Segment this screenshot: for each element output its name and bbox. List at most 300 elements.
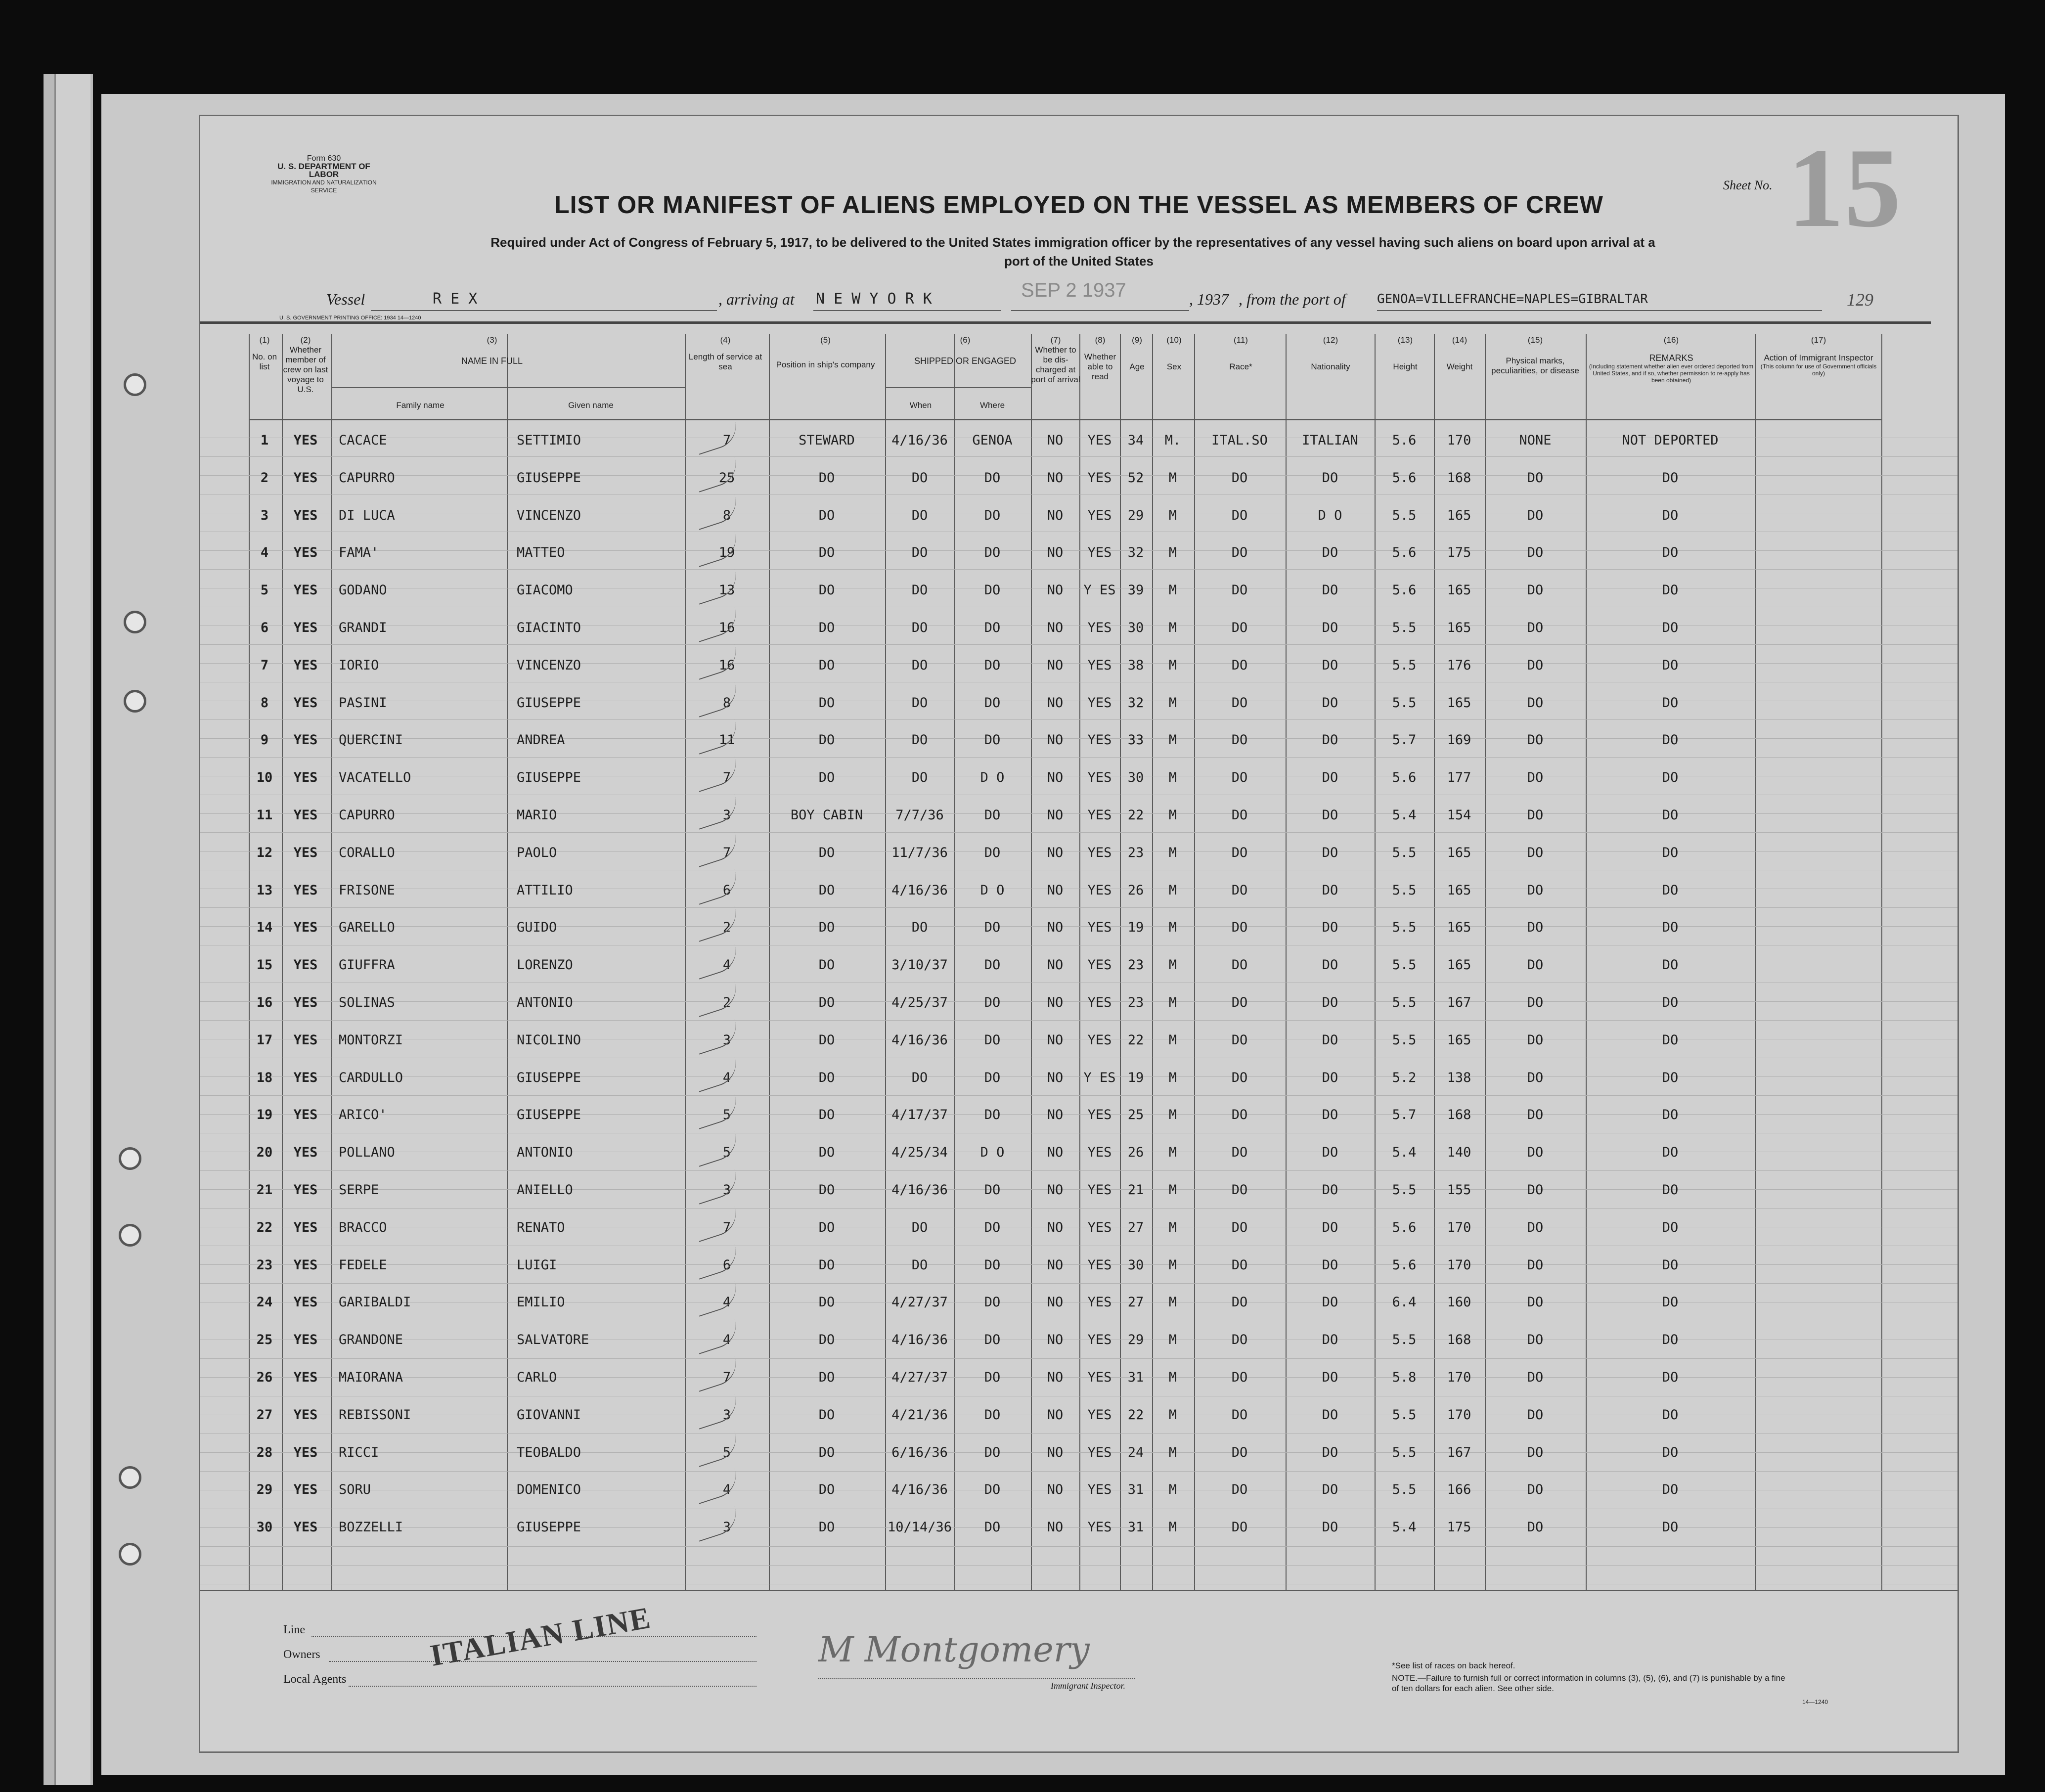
remarks-cell: DO xyxy=(1662,582,1679,598)
punch-hole xyxy=(119,1147,141,1170)
age-cell: 32 xyxy=(1127,695,1144,711)
weight-cell: 140 xyxy=(1447,1145,1471,1161)
shipped-where-cell: D O xyxy=(980,882,1005,898)
family-name-cell: QUERCINI xyxy=(339,732,403,748)
shipped-when-cell: 10/14/36 xyxy=(887,1520,952,1535)
position-cell: DO xyxy=(818,507,835,523)
col-11-header: (11) Race* xyxy=(1229,335,1252,371)
header-rule xyxy=(200,321,1931,324)
discharged-cell: NO xyxy=(1047,545,1064,561)
previous-voyage-cell: YES xyxy=(293,507,318,523)
shipped-where-cell: D O xyxy=(980,770,1005,786)
row-number-cell: 19 xyxy=(256,1107,273,1123)
weight-cell: 170 xyxy=(1447,1257,1471,1273)
shipped-where-cell: DO xyxy=(984,1219,1001,1235)
row-number-cell: 28 xyxy=(256,1444,273,1460)
discharged-cell: NO xyxy=(1047,1370,1064,1385)
height-cell: 5.6 xyxy=(1392,1219,1417,1235)
service-length-cell: 3 xyxy=(722,1182,731,1198)
shipped-where-cell: DO xyxy=(984,995,1001,1010)
weight-cell: 177 xyxy=(1447,770,1471,786)
previous-voyage-cell: YES xyxy=(293,1182,318,1198)
position-cell: DO xyxy=(818,1444,835,1460)
nationality-cell: DO xyxy=(1322,957,1338,973)
weight-cell: 165 xyxy=(1447,582,1471,598)
row-number-cell: 18 xyxy=(256,1070,273,1085)
age-cell: 33 xyxy=(1127,732,1144,748)
race-cell: DO xyxy=(1231,1145,1248,1161)
height-cell: 6.4 xyxy=(1392,1295,1417,1310)
sex-cell: M xyxy=(1168,545,1177,561)
family-name-cell: CARDULLO xyxy=(339,1070,403,1085)
signature-line xyxy=(818,1678,1135,1679)
col-10-header: (10) Sex xyxy=(1166,335,1182,371)
able-to-read-cell: YES xyxy=(1087,1107,1112,1123)
date-underline xyxy=(1011,310,1189,311)
remarks-cell: DO xyxy=(1662,1257,1679,1273)
physical-marks-cell: DO xyxy=(1527,770,1544,786)
family-name-cell: RICCI xyxy=(339,1444,379,1460)
height-cell: 5.4 xyxy=(1392,1520,1417,1535)
age-cell: 39 xyxy=(1127,582,1144,598)
previous-voyage-cell: YES xyxy=(293,1145,318,1161)
height-cell: 5.5 xyxy=(1392,957,1417,973)
sex-cell: M xyxy=(1168,1407,1177,1423)
race-cell: DO xyxy=(1231,882,1248,898)
form-code: 14—1240 xyxy=(1802,1699,1828,1705)
discharged-cell: NO xyxy=(1047,845,1064,860)
shipped-where-cell: DO xyxy=(984,732,1001,748)
line-label: Line xyxy=(283,1623,305,1636)
shipped-when-cell: DO xyxy=(911,470,928,486)
row-number-cell: 1 xyxy=(260,433,269,448)
age-cell: 21 xyxy=(1127,1182,1144,1198)
shipped-when-cell: 4/27/37 xyxy=(891,1295,948,1310)
shipped-where-cell: DO xyxy=(984,1032,1001,1048)
height-cell: 5.7 xyxy=(1392,1107,1417,1123)
remarks-cell: DO xyxy=(1662,1107,1679,1123)
ruled-line xyxy=(200,719,1957,720)
discharged-cell: NO xyxy=(1047,1219,1064,1235)
age-cell: 27 xyxy=(1127,1295,1144,1310)
position-cell: DO xyxy=(818,620,835,635)
punch-hole xyxy=(119,1466,141,1489)
remarks-cell: DO xyxy=(1662,1482,1679,1498)
arriving-label: , arriving at xyxy=(718,290,795,308)
sex-cell: M xyxy=(1168,845,1177,860)
able-to-read-cell: YES xyxy=(1087,807,1112,823)
age-cell: 31 xyxy=(1127,1520,1144,1535)
nationality-cell: DO xyxy=(1322,770,1338,786)
discharged-cell: NO xyxy=(1047,732,1064,748)
shipped-when-cell: DO xyxy=(911,582,928,598)
remarks-cell: DO xyxy=(1662,470,1679,486)
shipped-where-cell: DO xyxy=(984,1107,1001,1123)
family-name-cell: ARICO' xyxy=(339,1107,387,1123)
able-to-read-cell: YES xyxy=(1087,845,1112,860)
service-length-cell: 25 xyxy=(718,470,735,486)
family-name-cell: CAPURRO xyxy=(339,807,395,823)
shipped-when-cell: DO xyxy=(911,657,928,673)
discharged-cell: NO xyxy=(1047,995,1064,1010)
position-cell: DO xyxy=(818,1032,835,1048)
previous-voyage-cell: YES xyxy=(293,770,318,786)
shipped-where-cell: GENOA xyxy=(972,433,1013,448)
able-to-read-cell: YES xyxy=(1087,695,1112,711)
race-cell: DO xyxy=(1231,957,1248,973)
from-port-label: , from the port of xyxy=(1239,290,1346,308)
previous-voyage-cell: YES xyxy=(293,545,318,561)
race-cell: DO xyxy=(1231,845,1248,860)
discharged-cell: NO xyxy=(1047,1257,1064,1273)
sex-cell: M xyxy=(1168,920,1177,936)
discharged-cell: NO xyxy=(1047,770,1064,786)
physical-marks-cell: DO xyxy=(1527,620,1544,635)
nationality-cell: DO xyxy=(1322,1257,1338,1273)
race-cell: DO xyxy=(1231,920,1248,936)
service-length-cell: 3 xyxy=(722,807,731,823)
able-to-read-cell: YES xyxy=(1087,433,1112,448)
discharged-cell: NO xyxy=(1047,1295,1064,1310)
given-name-cell: ANDREA xyxy=(517,732,565,748)
position-cell: DO xyxy=(818,545,835,561)
row-number-cell: 23 xyxy=(256,1257,273,1273)
punch-hole xyxy=(124,611,146,633)
age-cell: 29 xyxy=(1127,507,1144,523)
race-cell: DO xyxy=(1231,507,1248,523)
family-name-cell: BOZZELLI xyxy=(339,1520,403,1535)
weight-cell: 168 xyxy=(1447,1107,1471,1123)
able-to-read-cell: YES xyxy=(1087,1182,1112,1198)
discharged-cell: NO xyxy=(1047,1182,1064,1198)
given-name-cell: RENATO xyxy=(517,1219,565,1235)
able-to-read-cell: YES xyxy=(1087,507,1112,523)
position-cell: DO xyxy=(818,845,835,860)
ruled-line xyxy=(200,644,1957,645)
service-length-cell: 6 xyxy=(722,882,731,898)
family-name-cell: GARELLO xyxy=(339,920,395,936)
shipped-where-cell: DO xyxy=(984,1257,1001,1273)
discharged-cell: NO xyxy=(1047,957,1064,973)
physical-marks-cell: DO xyxy=(1527,1145,1544,1161)
previous-voyage-cell: YES xyxy=(293,1407,318,1423)
col-4-header: (4) Length of service at sea xyxy=(688,335,762,371)
height-cell: 5.5 xyxy=(1392,1444,1417,1460)
shipped-when-cell: 7/7/36 xyxy=(895,807,944,823)
service-length-cell: 4 xyxy=(722,1332,731,1348)
row-number-cell: 16 xyxy=(256,995,273,1010)
position-cell: DO xyxy=(818,1520,835,1535)
weight-cell: 155 xyxy=(1447,1182,1471,1198)
physical-marks-cell: DO xyxy=(1527,1070,1544,1085)
shipped-when-header: When xyxy=(909,401,932,410)
age-cell: 38 xyxy=(1127,657,1144,673)
able-to-read-cell: YES xyxy=(1087,1444,1112,1460)
race-cell: DO xyxy=(1231,1332,1248,1348)
family-name-cell: GODANO xyxy=(339,582,387,598)
row-number-cell: 13 xyxy=(256,882,273,898)
previous-voyage-cell: YES xyxy=(293,807,318,823)
given-name-cell: GIUSEPPE xyxy=(517,770,581,786)
row-number-cell: 21 xyxy=(256,1182,273,1198)
shipped-when-cell: DO xyxy=(911,1219,928,1235)
given-name-cell: CARLO xyxy=(517,1370,557,1385)
height-cell: 5.6 xyxy=(1392,582,1417,598)
given-name-cell: LUIGI xyxy=(517,1257,557,1273)
physical-marks-cell: DO xyxy=(1527,470,1544,486)
col-5-header: (5) Position in ship's company xyxy=(776,335,875,369)
race-note: *See list of races on back hereof. xyxy=(1392,1661,1515,1670)
given-name-cell: GIUSEPPE xyxy=(517,470,581,486)
physical-marks-cell: NONE xyxy=(1519,433,1552,448)
manifest-form xyxy=(199,115,1959,1753)
height-cell: 5.5 xyxy=(1392,845,1417,860)
shipped-where-cell: DO xyxy=(984,695,1001,711)
family-name-cell: PASINI xyxy=(339,695,387,711)
weight-cell: 170 xyxy=(1447,1370,1471,1385)
given-name-cell: ANTONIO xyxy=(517,1145,573,1161)
column-rule xyxy=(1755,334,1756,1590)
service-name: IMMIGRATION AND NATURALIZATION SERVICE xyxy=(271,179,377,194)
discharged-cell: NO xyxy=(1047,1107,1064,1123)
nationality-cell: DO xyxy=(1322,1032,1338,1048)
weight-cell: 165 xyxy=(1447,620,1471,635)
physical-marks-cell: DO xyxy=(1527,657,1544,673)
family-name-cell: CAPURRO xyxy=(339,470,395,486)
weight-cell: 170 xyxy=(1447,433,1471,448)
shipped-when-cell: 4/27/37 xyxy=(891,1370,948,1385)
age-cell: 24 xyxy=(1127,1444,1144,1460)
discharged-cell: NO xyxy=(1047,695,1064,711)
local-agents-label: Local Agents xyxy=(283,1673,347,1686)
ruled-line xyxy=(200,1020,1957,1021)
age-cell: 32 xyxy=(1127,545,1144,561)
col-3-header: (3) NAME IN FULL xyxy=(461,335,523,366)
col-14-header: (14) Weight xyxy=(1446,335,1473,371)
family-name-cell: GIUFFRA xyxy=(339,957,395,973)
family-name-cell: MONTORZI xyxy=(339,1032,403,1048)
nationality-cell: DO xyxy=(1322,582,1338,598)
physical-marks-cell: DO xyxy=(1527,995,1544,1010)
col-7-header: (7) Whether to be dis-charged at port of arrival xyxy=(1031,335,1080,384)
race-cell: DO xyxy=(1231,995,1248,1010)
family-name-cell: POLLANO xyxy=(339,1145,395,1161)
header-bottom-rule xyxy=(249,419,1881,420)
remarks-cell: DO xyxy=(1662,657,1679,673)
height-cell: 5.7 xyxy=(1392,732,1417,748)
row-number-cell: 11 xyxy=(256,807,273,823)
discharged-cell: NO xyxy=(1047,620,1064,635)
sex-cell: M xyxy=(1168,957,1177,973)
service-length-cell: 5 xyxy=(722,1444,731,1460)
previous-voyage-cell: YES xyxy=(293,920,318,936)
punch-hole xyxy=(119,1224,141,1247)
discharged-cell: NO xyxy=(1047,1444,1064,1460)
discharged-cell: NO xyxy=(1047,582,1064,598)
row-number-cell: 20 xyxy=(256,1145,273,1161)
service-length-cell: 7 xyxy=(722,845,731,860)
previous-voyage-cell: YES xyxy=(293,433,318,448)
age-cell: 30 xyxy=(1127,1257,1144,1273)
sex-cell: M xyxy=(1168,882,1177,898)
header-subrule xyxy=(885,387,1031,388)
nationality-cell: DO xyxy=(1322,1070,1338,1085)
ruled-line xyxy=(200,907,1957,908)
given-name-cell: ANIELLO xyxy=(517,1182,573,1198)
ruled-line xyxy=(200,1471,1957,1472)
given-name-cell: MARIO xyxy=(517,807,557,823)
row-number-cell: 15 xyxy=(256,957,273,973)
ruled-line xyxy=(200,1095,1957,1096)
service-length-cell: 16 xyxy=(718,620,735,635)
sex-cell: M xyxy=(1168,695,1177,711)
ruled-line xyxy=(200,1170,1957,1171)
age-cell: 52 xyxy=(1127,470,1144,486)
row-number-cell: 22 xyxy=(256,1219,273,1235)
remarks-cell: DO xyxy=(1662,1219,1679,1235)
row-number-cell: 9 xyxy=(260,732,269,748)
weight-cell: 175 xyxy=(1447,1520,1471,1535)
able-to-read-cell: YES xyxy=(1087,882,1112,898)
col-6-header: (6) SHIPPED OR ENGAGED xyxy=(914,335,1017,366)
weight-cell: 167 xyxy=(1447,995,1471,1010)
owners-label: Owners xyxy=(283,1648,320,1661)
sex-cell: M xyxy=(1168,732,1177,748)
race-cell: DO xyxy=(1231,1107,1248,1123)
shipped-where-cell: DO xyxy=(984,470,1001,486)
header-subrule xyxy=(331,387,685,388)
race-cell: DO xyxy=(1231,1257,1248,1273)
sex-cell: M xyxy=(1168,1257,1177,1273)
physical-marks-cell: DO xyxy=(1527,1332,1544,1348)
nationality-cell: DO xyxy=(1322,1482,1338,1498)
physical-marks-cell: DO xyxy=(1527,1407,1544,1423)
age-cell: 22 xyxy=(1127,1032,1144,1048)
age-cell: 22 xyxy=(1127,1407,1144,1423)
nationality-cell: DO xyxy=(1322,1107,1338,1123)
nationality-cell: DO xyxy=(1322,1182,1338,1198)
height-cell: 5.5 xyxy=(1392,620,1417,635)
weight-cell: 154 xyxy=(1447,807,1471,823)
previous-voyage-cell: YES xyxy=(293,732,318,748)
able-to-read-cell: YES xyxy=(1087,957,1112,973)
age-cell: 31 xyxy=(1127,1370,1144,1385)
nationality-cell: DO xyxy=(1322,695,1338,711)
row-number-cell: 4 xyxy=(260,545,269,561)
given-name-cell: DOMENICO xyxy=(517,1482,581,1498)
race-cell: DO xyxy=(1231,582,1248,598)
given-name-cell: NICOLINO xyxy=(517,1032,581,1048)
service-length-cell: 2 xyxy=(722,995,731,1010)
height-cell: 5.5 xyxy=(1392,695,1417,711)
row-number-cell: 25 xyxy=(256,1332,273,1348)
race-cell: DO xyxy=(1231,1295,1248,1310)
shipped-where-cell: DO xyxy=(984,1407,1001,1423)
height-cell: 5.6 xyxy=(1392,433,1417,448)
col-13-header: (13) Height xyxy=(1393,335,1418,371)
ruled-line xyxy=(200,1546,1957,1547)
given-name-cell: VINCENZO xyxy=(517,657,581,673)
height-cell: 5.2 xyxy=(1392,1070,1417,1085)
service-length-cell: 4 xyxy=(722,1482,731,1498)
position-cell: DO xyxy=(818,470,835,486)
previous-voyage-cell: YES xyxy=(293,1444,318,1460)
shipped-where-cell: DO xyxy=(984,620,1001,635)
race-cell: DO xyxy=(1231,1520,1248,1535)
given-name-cell: PAOLO xyxy=(517,845,557,860)
given-name-cell: GIUSEPPE xyxy=(517,1520,581,1535)
row-number-cell: 8 xyxy=(260,695,269,711)
nationality-cell: DO xyxy=(1322,845,1338,860)
physical-marks-cell: DO xyxy=(1527,1032,1544,1048)
col-2-header: (2) Whether member of crew on last voyage to U.S. xyxy=(283,335,328,394)
sex-cell: M xyxy=(1168,1332,1177,1348)
able-to-read-cell: YES xyxy=(1087,995,1112,1010)
ruled-line xyxy=(200,1208,1957,1209)
physical-marks-cell: DO xyxy=(1527,1257,1544,1273)
ruled-line xyxy=(200,456,1957,457)
service-length-cell: 13 xyxy=(718,582,735,598)
able-to-read-cell: YES xyxy=(1087,732,1112,748)
col-12-header: (12) Nationality xyxy=(1311,335,1350,371)
remarks-cell: DO xyxy=(1662,1295,1679,1310)
position-cell: DO xyxy=(818,695,835,711)
shipped-when-cell: DO xyxy=(911,620,928,635)
shipped-when-cell: 4/16/36 xyxy=(891,1182,948,1198)
footer-rule xyxy=(200,1590,1957,1591)
shipped-when-cell: 4/25/34 xyxy=(891,1145,948,1161)
able-to-read-cell: YES xyxy=(1087,1482,1112,1498)
given-name-cell: SETTIMIO xyxy=(517,433,581,448)
remarks-cell: DO xyxy=(1662,1444,1679,1460)
previous-voyage-cell: YES xyxy=(293,1520,318,1535)
race-cell: DO xyxy=(1231,545,1248,561)
discharged-cell: NO xyxy=(1047,507,1064,523)
weight-cell: 160 xyxy=(1447,1295,1471,1310)
remarks-cell: DO xyxy=(1662,732,1679,748)
remarks-cell: DO xyxy=(1662,1070,1679,1085)
position-cell: DO xyxy=(818,1407,835,1423)
position-cell: DO xyxy=(818,770,835,786)
given-name-cell: SALVATORE xyxy=(517,1332,589,1348)
race-cell: DO xyxy=(1231,732,1248,748)
nationality-cell: DO xyxy=(1322,995,1338,1010)
able-to-read-cell: YES xyxy=(1087,657,1112,673)
shipped-where-cell: DO xyxy=(984,920,1001,936)
given-name-cell: ATTILIO xyxy=(517,882,573,898)
service-length-cell: 3 xyxy=(722,1520,731,1535)
shipped-when-cell: 4/17/37 xyxy=(891,1107,948,1123)
race-cell: DO xyxy=(1231,695,1248,711)
remarks-cell: DO xyxy=(1662,770,1679,786)
physical-marks-cell: DO xyxy=(1527,1295,1544,1310)
race-cell: DO xyxy=(1231,1370,1248,1385)
race-cell: DO xyxy=(1231,1444,1248,1460)
punch-hole xyxy=(119,1543,141,1566)
position-cell: DO xyxy=(818,920,835,936)
sex-cell: M xyxy=(1168,620,1177,635)
service-length-cell: 16 xyxy=(718,657,735,673)
position-cell: DO xyxy=(818,882,835,898)
sex-cell: M xyxy=(1168,1295,1177,1310)
nationality-cell: DO xyxy=(1322,882,1338,898)
shipped-where-cell: DO xyxy=(984,1370,1001,1385)
height-cell: 5.6 xyxy=(1392,470,1417,486)
family-name-cell: FRISONE xyxy=(339,882,395,898)
shipped-when-cell: 4/25/37 xyxy=(891,995,948,1010)
row-number-cell: 5 xyxy=(260,582,269,598)
height-cell: 5.8 xyxy=(1392,1370,1417,1385)
